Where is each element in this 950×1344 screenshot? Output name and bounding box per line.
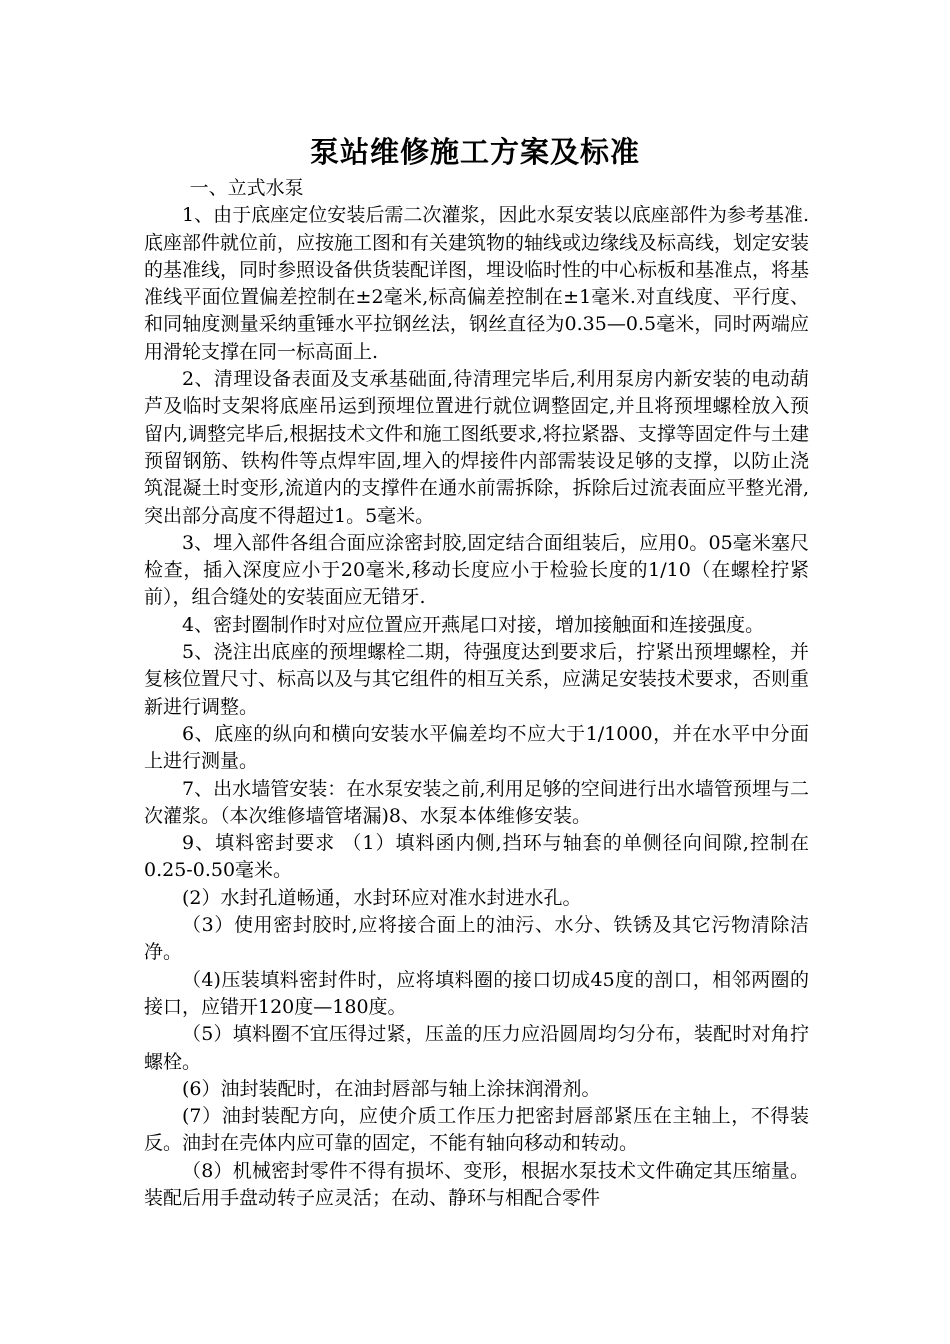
paragraph-9-7: (7）油封装配方向，应使介质工作压力把密封唇部紧压在主轴上，不得装反。油封在壳体内应可靠的固定，不能有轴向移动和转动。 [144, 1105, 809, 1155]
document-body [144, 175, 809, 1212]
paragraph-1: 1、由于底座定位安装后需二次灌浆，因此水泵安装以底座部件为参考基准.底座部件就位前，应按施工图和有关建筑物的轴线或边缘线及标高线，划定安装的基准线，同时参照设备供货装配详图，埋设临时性的中心标板和基准点，将基准线平面位置偏差控制在±2毫米,标高偏差控制在±1毫米.对直线度、平行度、和同轴度测量采纳重锤水平拉钢丝法，钢丝直径为0.35—0.5毫米，同时两端应用滑轮支撑在同一标高面上. [144, 204, 810, 363]
paragraph-2: 2、清理设备表面及支承基础面,待清理完毕后,利用泵房内新安装的电动葫芦及临时支架将底座吊运到预埋位置进行就位调整固定,并且将预埋螺栓放入预留内,调整完毕后,根据技术文件和施工图纸要求,将拉紧器、支撑等固定件与土建预留钢筋、铁构件等点焊牢固,埋入的焊接件内部需装设足够的支撑，以防止浇筑混凝土时变形,流道内的支撑件在通水前需拆除，拆除后过流表面应平整光滑,突出部分高度不得超过1。5毫米。 [144, 368, 809, 527]
section-heading: 一、立式水泵 [189, 177, 304, 199]
paragraph-5: 5、浇注出底座的预埋螺栓二期，待强度达到要求后，拧紧出预埋螺栓，并复核位置尺寸、标高以及与其它组件的相互关系，应满足安装技术要求，否则重新进行调整。 [144, 641, 810, 718]
paragraph-9-3: （3）使用密封胶时,应将接合面上的油污、水分、铁锈及其它污物清除洁净。 [144, 914, 809, 964]
paragraph-9-8: （8）机械密封零件不得有损坏、变形，根据水泵技术文件确定其压缩量。装配后用手盘动转子应灵活；在动、静环与相配合零件 [144, 1159, 809, 1209]
paragraph-9-5: （5）填料圈不宜压得过紧，压盖的压力应沿圆周均匀分布，装配时对角拧螺栓。 [144, 1023, 809, 1073]
paragraph-9: 9、填料密封要求 （1）填料函内侧,挡环与轴套的单侧径向间隙,控制在0.25-0.50毫米。 [144, 832, 809, 882]
paragraph-9-2: (2）水封孔道畅通，水封环应对准水封进水孔。 [182, 886, 582, 909]
paragraph-6: 6、底座的纵向和横向安装水平偏差均不应大于1/1000，并在水平中分面上进行测量。 [144, 722, 809, 773]
paragraph-4: 4、密封圈制作时对应位置应开燕尾口对接，增加接触面和连接强度。 [182, 613, 765, 636]
paragraph-9-6: (6）油封装配时，在油封唇部与轴上涂抹润滑剂。 [182, 1077, 601, 1100]
paragraph-3: 3、埋入部件各组合面应涂密封胶,固定结合面组装后，应用0。05毫米塞尺检查，插入深度应小于20毫米,移动长度应小于检验长度的1/10（在螺栓拧紧前），组合缝处的安装面应无错牙. [144, 531, 809, 609]
document-title: 泵站维修施工方案及标准 [309, 135, 640, 169]
paragraph-7: 7、出水墙管安装：在水泵安装之前,利用足够的空间进行出水墙管预埋与二次灌浆。（本次维修墙管堵漏)8、水泵本体维修安装。 [144, 777, 809, 827]
paragraph-9-4: （4)压装填料密封件时，应将填料圈的接口切成45度的剖口，相邻两圈的接口，应错开120度—180度。 [144, 968, 809, 1018]
